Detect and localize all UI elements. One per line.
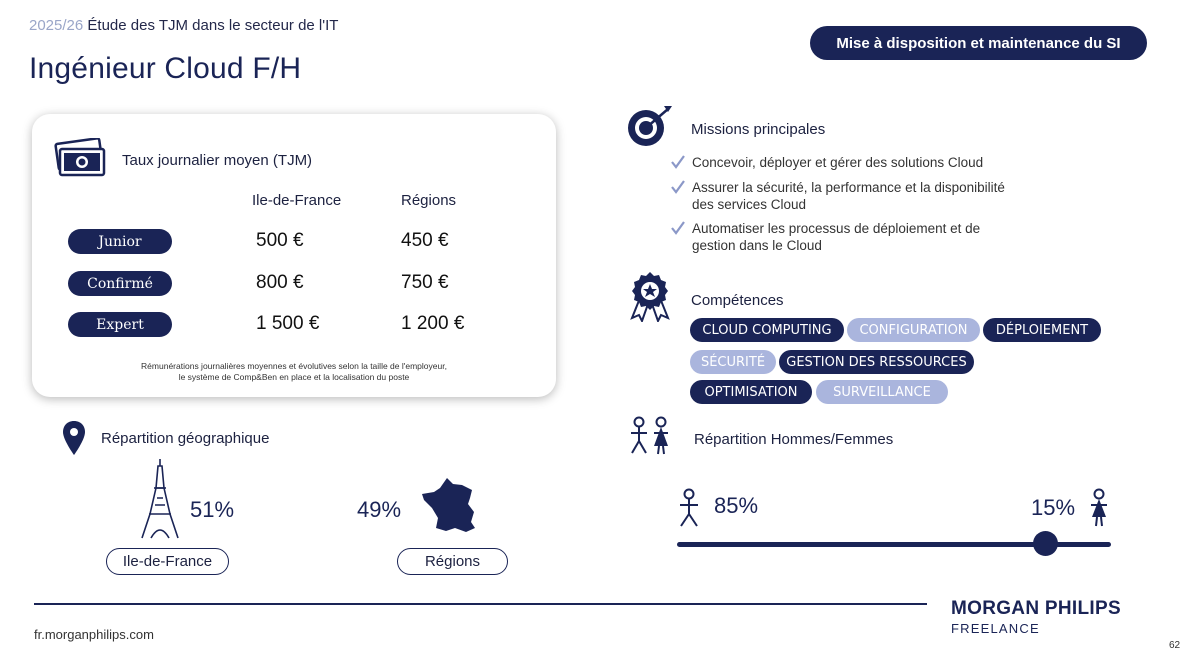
tjm-note-line1: Rémunérations journalières moyennes et évolutives selon la taille de l'employeur,: [141, 361, 447, 371]
tjm-title: Taux journalier moyen (TJM): [122, 152, 313, 169]
brand-logo: MORGAN PHILIPS: [951, 598, 1121, 619]
mission-text-cont: des services Cloud: [692, 197, 807, 212]
mission-text: Assurer la sécurité, la performance et la disponibilité: [692, 180, 1005, 195]
money-icon: [54, 138, 106, 178]
tjm-confirme-idf: 800 €: [256, 272, 304, 293]
study-name: Étude des TJM dans le secteur de l'IT: [87, 17, 339, 34]
france-map-icon: [420, 476, 480, 534]
study-year: 2025/26: [29, 17, 84, 34]
man-woman-icon: [628, 416, 672, 456]
check-icon: [670, 179, 686, 195]
tjm-junior-idf: 500 €: [256, 230, 304, 251]
target-icon: [626, 104, 674, 148]
mission-text-cont: gestion dans le Cloud: [692, 238, 822, 253]
competences-title: Compétences: [691, 292, 784, 309]
check-icon: [670, 220, 686, 236]
footer-url[interactable]: fr.morganphilips.com: [34, 627, 154, 642]
level-expert: Expert: [68, 312, 172, 337]
geo-idf-pct: 51%: [190, 497, 235, 522]
skill-tag: DÉPLOIEMENT: [983, 318, 1101, 342]
woman-icon: [1087, 488, 1111, 528]
check-icon: [670, 154, 686, 170]
brand-subtitle: FREELANCE: [951, 621, 1040, 636]
location-pin-icon: [62, 420, 86, 456]
geo-idf-label: Ile-de-France: [106, 548, 229, 575]
geo-regions-label: Régions: [397, 548, 508, 575]
skill-tag: GESTION DES RESSOURCES: [779, 350, 974, 374]
geo-regions-pct: 49%: [357, 497, 402, 522]
skill-tag: CLOUD COMPUTING: [690, 318, 844, 342]
footer-divider: [34, 603, 927, 605]
tjm-confirme-regions: 750 €: [401, 272, 449, 293]
tjm-note: [32, 361, 556, 383]
level-junior: Junior: [68, 229, 172, 254]
page-title: Ingénieur Cloud F/H: [29, 52, 302, 85]
gender-title: Répartition Hommes/Femmes: [694, 431, 894, 448]
missions-title: Missions principales: [691, 121, 826, 138]
tjm-expert-regions: 1 200 €: [401, 313, 465, 334]
study-subtitle: [29, 17, 338, 34]
tjm-card: [32, 114, 556, 397]
skill-tag: CONFIGURATION: [847, 318, 980, 342]
tjm-note-line2: le système de Comp&Ben en place et la localisation du poste: [178, 372, 410, 382]
skill-tag: OPTIMISATION: [690, 380, 812, 404]
page-number: 62: [1169, 640, 1181, 651]
tjm-expert-idf: 1 500 €: [256, 313, 320, 334]
mission-text: Concevoir, déployer et gérer des solutions Cloud: [692, 155, 984, 170]
skill-tag: SÉCURITÉ: [690, 350, 776, 374]
col-header-idf: Ile-de-France: [252, 192, 342, 209]
mission-item: [692, 220, 1032, 254]
skill-tag: SURVEILLANCE: [816, 380, 948, 404]
gender-ratio-knob: [1033, 531, 1058, 556]
mission-item: [692, 154, 1032, 171]
award-badge-icon: [628, 270, 672, 322]
mission-item: [692, 179, 1032, 213]
level-confirme: Confirmé: [68, 271, 172, 296]
gender-men-pct: 85%: [714, 493, 759, 518]
col-header-regions: Régions: [401, 192, 457, 209]
eiffel-tower-icon: [140, 458, 180, 540]
tjm-junior-regions: 450 €: [401, 230, 449, 251]
mission-text: Automatiser les processus de déploiement et de: [692, 221, 981, 236]
gender-women-pct: 15%: [1031, 495, 1076, 520]
man-icon: [677, 488, 701, 528]
geo-title: Répartition géographique: [101, 430, 270, 447]
category-badge[interactable]: Mise à disposition et maintenance du SI: [810, 26, 1147, 60]
